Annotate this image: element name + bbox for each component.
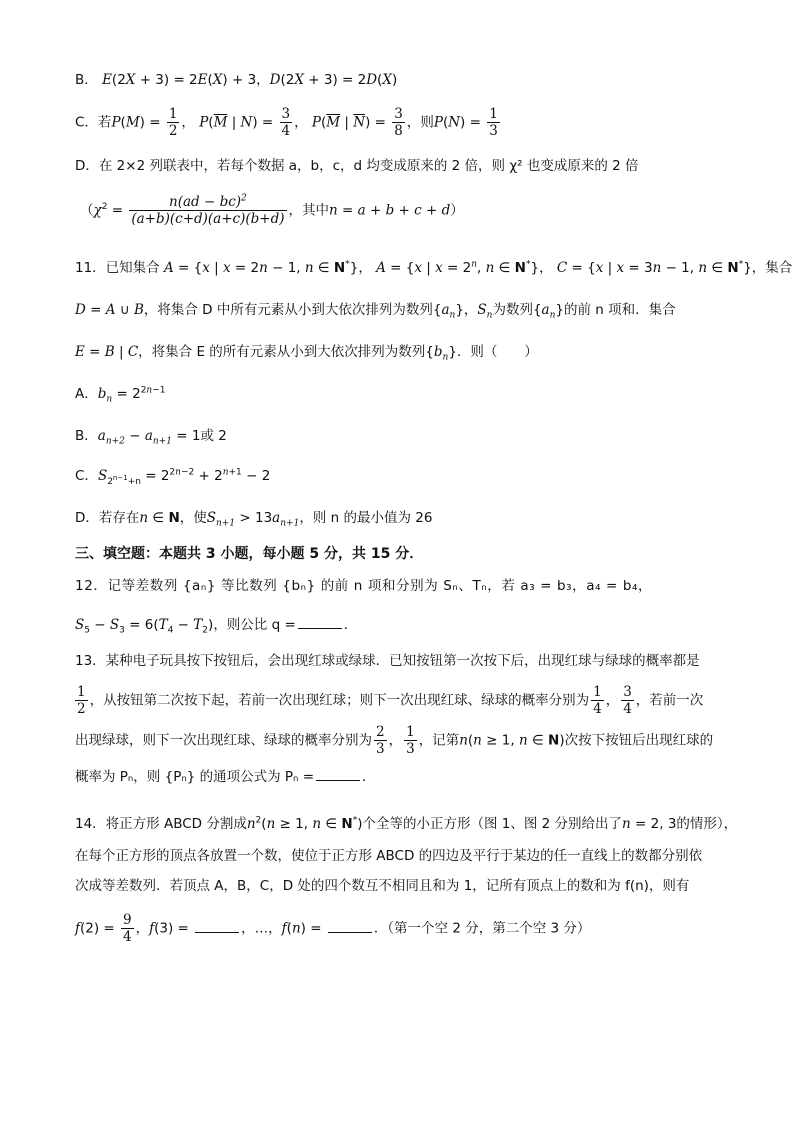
q11-option-a: A．$b_n = 2^{2n-1}$ (75, 385, 166, 405)
q10-option-c: C．若P(M) = $\frac{1}{2}$ ， $P(\overline{M}$ | N) = $\frac{3}{4}$ ， $P(\overline{M}$ | $\overline{N}$) = $\frac{3}{8}$ ，则P(N) = $\frac{1}{3}$ (75, 106, 498, 139)
q13-line3: 出现绿球，则下一次出现红球、绿球的概率分别为 $\frac{2}{3}$ ， $\frac{1}{3}$ ，记第n(n ≥ 1, n ∈ N)次按下按钮后出现红球的 (75, 724, 714, 757)
q14-line4: f(2) = $\frac{9}{4}$ ，f(3) = ，…，f(n) = ．（第一个空 2 分，第二个空 3 分） (75, 912, 591, 945)
q14-answer-blank-2[interactable] (328, 918, 372, 933)
q11-line2: D = A ∪ B，将集合 D 中所有元素从小到大依次排列为数列$\{a_n\}$，$S_n$为数列$\{a_n\}$的前 n 项和．集合 (75, 302, 676, 321)
q14-line1: 14．将正方形 ABCD 分割成$n^2(n \ge 1$, n ∈ N*)个全等的小正方形（图 1、图 2 分别给出了n = 2, 3的情形）， (75, 815, 738, 832)
q12-line1: 12．记等差数列 {aₙ} 等比数列 {bₙ} 的前 n 项和分别为 Sₙ、Tₙ，若 a₃ = b₃，a₄ = b₄， (75, 578, 653, 594)
q13-line2: $\frac{1}{2}$ ，从按钮第二次按下起，若前一次出现红球；则下一次出现红球、绿球的概率分别为 $\frac{1}{4}$ ， $\frac{3}{4}$ ，若前一次 (77, 684, 704, 717)
q12-answer-blank[interactable] (298, 614, 342, 629)
q13-line4: 概率为 Pₙ，则 {Pₙ} 的通项公式为 Pₙ = ． (75, 766, 734, 787)
section-3-heading: 三、填空题：本题共 3 小题，每小题 5 分，共 15 分． (75, 546, 424, 562)
q14-answer-blank-1[interactable] (195, 918, 239, 933)
q11-option-d: D．若存在n ∈ N，使$S_{n+1} > 13a_{n+1}$，则 n 的最小值为 26 (75, 510, 433, 529)
q14-line2: 在每个正方形的顶点各放置一个数，使位于正方形 ABCD 的四边及平行于某边的任一直线上的数都分别依 (75, 848, 703, 864)
q14-line3: 次成等差数列．若顶点 A，B，C，D 处的四个数互不相同且和为 1，记所有顶点上的数和为 f(n)，则有 (75, 878, 690, 894)
q10-option-b: B． E(2X + 3) = 2E(X) + 3，D(2X + 3) = 2D(X) (75, 72, 398, 88)
q12-line2: $S_5 - S_3 = 6(T_4 - T_2)$，则公比 q = ． (75, 614, 734, 635)
q11-line3: E = B | C，将集合 E 的所有元素从小到大依次排列为数列$\{b_n\}$．则（ ） (75, 344, 538, 363)
q11-option-c: C．$S_{2^{n-1}+n} = 2^{2n-2} + 2^{n+1} - 2$ (75, 467, 271, 487)
q13-answer-blank[interactable] (316, 766, 360, 781)
q13-line1: 13．某种电子玩具按下按钮后，会出现红球或绿球．已知按钮第一次按下后，出现红球与绿球的概率都是 (75, 653, 700, 669)
q11-line1: 11．已知集合 A = {x | x = 2n − 1, n ∈ N*}， A = {x | $x = 2^n$, n ∈ N*}， C = {x | x = 3n − 1, n ∈ N*}，集合 (75, 259, 793, 276)
q11-option-b: B．$a_{n+2} - a_{n+1} = 1$或 2 (75, 428, 227, 447)
chi-square-formula: （$\chi^2$ = $\frac{n(ad - bc)^2}{(a+b)(c+d)(a+c)(b+d)}$ ，其中n = a + b + c + d） (80, 193, 464, 227)
q10-option-d: D．在 2×2 列联表中，若每个数据 a，b，c，d 均变成原来的 2 倍，则 χ² 也变成原来的 2 倍 (75, 158, 639, 174)
